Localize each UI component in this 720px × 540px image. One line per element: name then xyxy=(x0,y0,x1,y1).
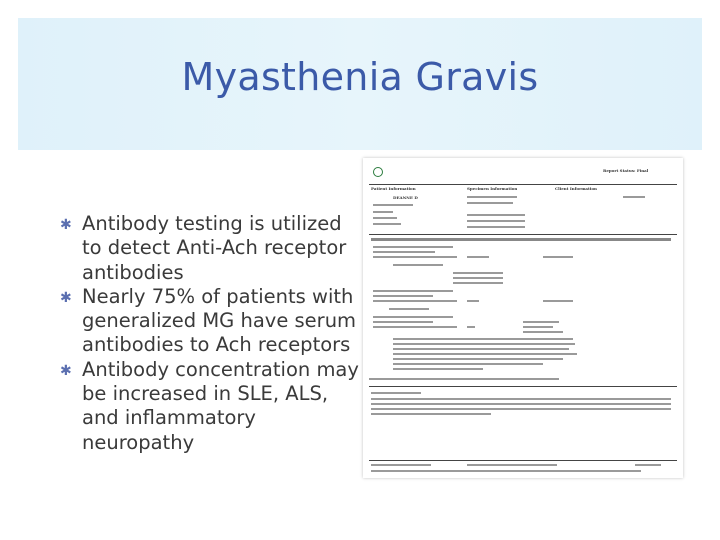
report-status: Report Status: Final xyxy=(603,168,649,173)
slide-title: Myasthenia Gravis xyxy=(181,55,539,99)
bullet-item xyxy=(60,212,360,285)
patient-info-header: Patient Information xyxy=(371,186,416,191)
bullet-list xyxy=(60,212,360,455)
specimen-info-header: Specimen Information xyxy=(467,186,518,191)
patient-name: DEANNE D xyxy=(393,195,418,200)
bullet-item xyxy=(60,358,360,455)
report-rule xyxy=(369,234,677,235)
lab-logo-icon xyxy=(373,167,383,177)
report-rule xyxy=(369,184,677,185)
bullet-text: Nearly 75% of patients with generalized MG have serum antibodies to Ach receptors xyxy=(82,284,357,357)
asterisk-bullet-icon: ✱ xyxy=(60,362,72,379)
bullet-item xyxy=(60,285,360,358)
asterisk-bullet-icon: ✱ xyxy=(60,289,72,306)
bullet-text: Antibody testing is utilized to detect Anti-Ach receptor antibodies xyxy=(82,212,347,284)
asterisk-bullet-icon: ✱ xyxy=(60,217,72,233)
lab-report-image xyxy=(363,158,683,478)
client-info-header: Client Information xyxy=(555,186,597,191)
bullet-text: Antibody concentration may be increased in SLE, ALS, and inflammatory neuropathy xyxy=(82,357,359,454)
